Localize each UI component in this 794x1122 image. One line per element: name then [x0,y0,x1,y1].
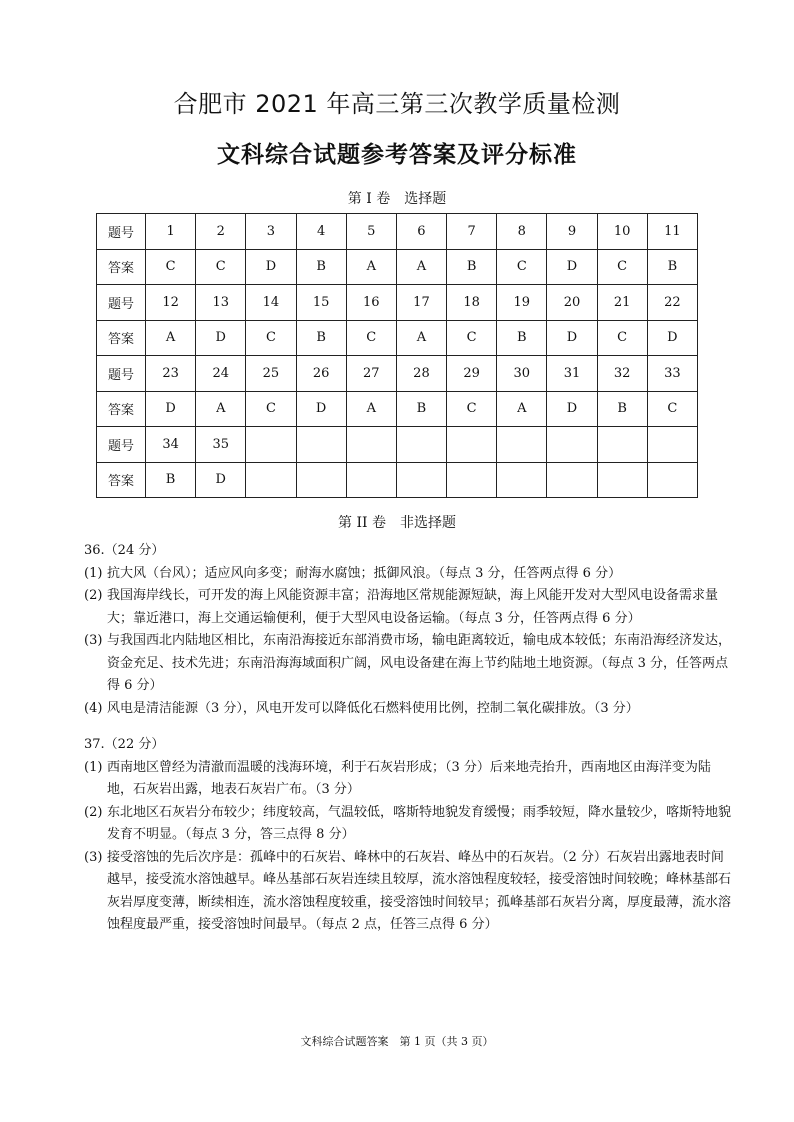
answer-cell: C [246,320,296,356]
answer-cell [447,462,497,498]
row-label: 题号 [97,214,146,250]
answer-cell: B [447,249,497,285]
answer-cell: D [296,391,346,427]
page-subtitle: 文科综合试题参考答案及评分标准 [217,142,577,168]
item-number: (3) [84,633,103,648]
question-36 [84,540,734,720]
answer-cell [497,462,547,498]
question-number-cell [447,427,497,463]
answer-cell: A [196,391,246,427]
item-text: 风电是清洁能源（3 分），风电开发可以降低化石燃料使用比例，控制二氧化碳排放。（3 分） [107,700,639,716]
item-number: (2) [84,588,103,603]
answer-cell: D [196,320,246,356]
question-number-cell: 33 [647,356,697,392]
q36-item-2 [84,585,734,630]
question-number-cell: 5 [346,214,396,250]
answer-cell: B [597,391,647,427]
question-number-cell: 4 [296,214,346,250]
answer-cell: C [447,320,497,356]
question-number-cell: 29 [447,356,497,392]
answer-cell: C [597,320,647,356]
answer-cell: A [396,249,446,285]
row-label: 答案 [97,249,146,285]
answer-cell: D [547,249,597,285]
answer-cell: D [246,249,296,285]
page-footer: 文科综合试题答案 第 1 页（共 3 页） [300,1035,494,1048]
question-number-cell [346,427,396,463]
answer-cell: C [497,249,547,285]
question-number-cell: 6 [396,214,446,250]
question-number-cell: 12 [146,285,196,321]
question-number-cell: 15 [296,285,346,321]
item-text: 与我国西北内陆地区相比，东南沿海接近东部消费市场，输电距离较近，输电成本较低；东南沿海经济发达，资金充足、技术先进；东南沿海海域面积广阔，风电设备建在海上节约陆地土地资源。（每点 3 分，任答两点得 6 分） [107,633,732,693]
question-number-cell: 21 [597,285,647,321]
question-number-cell: 8 [497,214,547,250]
row-label: 答案 [97,462,146,498]
question-number-cell: 1 [146,214,196,250]
answer-cell [597,462,647,498]
question-number-cell: 9 [547,214,597,250]
item-number: (1) [84,759,103,775]
answer-cell: D [547,391,597,427]
answer-cell: C [597,249,647,285]
q37-item-3 [84,847,734,937]
section-heading-choice: 第 I 卷 选择题 [347,191,447,207]
question-number-cell [246,427,296,463]
question-number-cell: 22 [647,285,697,321]
answer-cell: D [547,320,597,356]
row-label: 题号 [97,427,146,463]
question-number-cell [597,427,647,463]
question-number-cell: 28 [396,356,446,392]
question-number-cell: 20 [547,285,597,321]
answer-cell: D [196,462,246,498]
item-text: 西南地区曾经为清澈而温暖的浅海环境，利于石灰岩形成；（3 分）后来地壳抬升，西南地区由海洋变为陆地，石灰岩出露，地表石灰岩广布。（3 分） [107,759,711,797]
item-text: 东北地区石灰岩分布较少；纬度较高，气温较低，喀斯特地貌发育缓慢；雨季较短，降水量较少，喀斯特地貌发育不明显。（每点 3 分，答三点得 8 分） [107,804,732,842]
q37-item-1 [84,757,734,802]
item-number: (2) [84,804,103,820]
answer-body [84,540,734,937]
row-label: 题号 [97,285,146,321]
section-heading-nonchoice: 第 II 卷 非选择题 [338,515,456,531]
question-number-cell: 3 [246,214,296,250]
answer-cell: A [497,391,547,427]
question-number-cell: 18 [447,285,497,321]
question-number-cell: 32 [597,356,647,392]
item-number: (1) [84,565,103,581]
row-label: 答案 [97,391,146,427]
answer-cell [547,462,597,498]
answer-cell: C [647,391,697,427]
item-text: 接受溶蚀的先后次序是：孤峰中的石灰岩、峰林中的石灰岩、峰丛中的石灰岩。（2 分）石灰岩出露地表时间越早，接受流水溶蚀越早。峰丛基部石灰岩连续且较厚，流水溶蚀程度较轻，接受溶蚀时间较晚；峰林基部石灰岩厚度变薄，断续相连，流水溶蚀程度较重，接受溶蚀时间较早；孤峰基部石灰岩分离，厚度最薄，流水溶蚀程度最严重，接受溶蚀时间最早。（每点 2 点，任答三点得 6 分） [107,849,732,932]
answer-cell: A [396,320,446,356]
question-number-cell [296,427,346,463]
q37-item-2 [84,802,734,847]
question-number-cell: 16 [346,285,396,321]
answer-cell: C [447,391,497,427]
answer-cell: D [647,320,697,356]
question-36-heading: 36.（24 分） [84,543,165,558]
question-number-cell: 27 [346,356,396,392]
question-number-cell: 23 [146,356,196,392]
question-number-cell: 10 [597,214,647,250]
answer-cell: A [346,249,396,285]
question-number-cell: 2 [196,214,246,250]
answer-cell: A [346,391,396,427]
answer-cell [246,462,296,498]
q36-item-3 [84,630,734,698]
question-37-heading: 37.（22 分） [84,737,165,752]
item-text: 抗大风（台风）；适应风向多变；耐海水腐蚀；抵御风浪。（每点 3 分，任答两点得 6 分） [107,565,622,581]
item-text: 我国海岸线长，可开发的海上风能资源丰富；沿海地区常规能源短缺，海上风能开发对大型风电设备需求量大；靠近港口，海上交通运输便利，便于大型风电设备运输。（每点 3 分，任答两点得 6 分） [107,588,719,626]
row-label: 题号 [97,356,146,392]
item-number: (3) [84,849,103,865]
question-number-row [97,356,698,392]
question-number-cell [547,427,597,463]
question-number-cell: 17 [396,285,446,321]
question-number-row [97,427,698,463]
answer-row [97,391,698,427]
answer-table [96,213,698,498]
answer-cell: C [196,249,246,285]
question-number-cell: 11 [647,214,697,250]
question-number-cell [647,427,697,463]
question-number-cell: 35 [196,427,246,463]
answer-cell: C [346,320,396,356]
answer-cell: B [647,249,697,285]
question-number-cell: 31 [547,356,597,392]
question-number-cell: 19 [497,285,547,321]
answer-row [97,462,698,498]
q36-item-4 [84,698,734,721]
question-number-cell: 7 [447,214,497,250]
question-number-cell: 14 [246,285,296,321]
q36-item-1 [84,563,734,586]
page-title: 合肥市 2021 年高三第三次教学质量检测 [173,90,621,118]
answer-cell [346,462,396,498]
question-number-cell: 34 [146,427,196,463]
answer-cell: D [146,391,196,427]
answer-row [97,320,698,356]
question-number-cell: 24 [196,356,246,392]
question-number-row [97,285,698,321]
question-number-cell: 13 [196,285,246,321]
answer-cell: A [146,320,196,356]
question-37 [84,734,734,937]
answer-cell: C [146,249,196,285]
answer-cell: B [146,462,196,498]
answer-cell [296,462,346,498]
answer-cell [396,462,446,498]
question-number-cell: 25 [246,356,296,392]
answer-cell: B [497,320,547,356]
question-number-cell: 26 [296,356,346,392]
answer-cell [647,462,697,498]
answer-cell: C [246,391,296,427]
question-number-cell: 30 [497,356,547,392]
item-number: (4) [84,700,103,716]
answer-cell: B [296,249,346,285]
answer-row [97,249,698,285]
question-number-cell [396,427,446,463]
answer-cell: B [296,320,346,356]
question-number-row [97,214,698,250]
answer-cell: B [396,391,446,427]
row-label: 答案 [97,320,146,356]
question-number-cell [497,427,547,463]
